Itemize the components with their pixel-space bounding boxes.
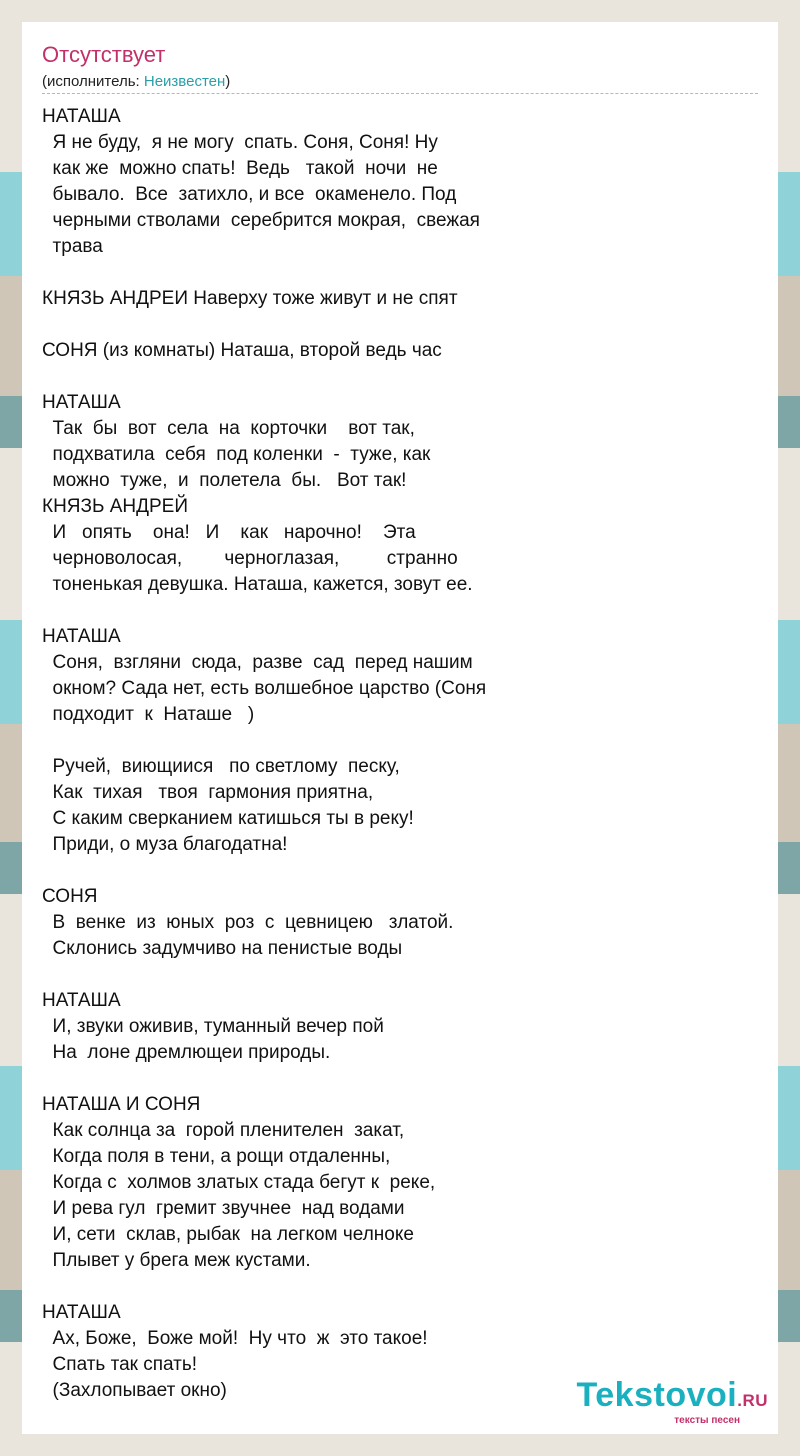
lyric-line: Как солнца за горой пленителен закат, [42, 1120, 405, 1141]
lyric-line: Соня, взгляни сюда, разве сад перед нашим [42, 652, 473, 673]
lyric-line: НАТАША И СОНЯ [42, 1094, 201, 1115]
lyrics-card [22, 22, 778, 1434]
lyric-line: Склонись задумчиво на пенистые воды [42, 938, 403, 959]
lyric-line: Приди, о муза благодатна! [42, 834, 288, 855]
performer-line [42, 72, 230, 92]
lyric-line: И рева гул гремит звучнее над водами [42, 1198, 405, 1219]
lyric-line [42, 1274, 742, 1300]
lyric-line [42, 312, 742, 338]
logo-tagline: тексты песен [674, 1415, 740, 1426]
lyric-line: КНЯЗЬ АНДРЕЙ [42, 496, 188, 517]
lyric-line: СОНЯ [42, 886, 98, 907]
lyric-line: подходит к Наташе ) [42, 704, 255, 725]
lyric-line: НАТАША [42, 106, 121, 127]
lyric-line: И опять она! И как нарочно! Эта [42, 522, 416, 543]
lyric-line: В венке из юных роз с цевницею златой. [42, 912, 454, 933]
title-divider [42, 93, 758, 94]
lyric-line [42, 260, 742, 286]
performer-link[interactable]: Неизвестен [143, 73, 226, 90]
lyric-line: черноволосая, черноглазая, странно [42, 548, 458, 569]
lyric-line [42, 728, 742, 754]
site-logo[interactable] [577, 1377, 768, 1426]
lyric-line: (Захлопывает окно) [42, 1380, 227, 1401]
lyric-line [42, 1066, 742, 1092]
lyric-line: подхватила себя под коленки - туже, как [42, 444, 431, 465]
lyric-line: Плывет у брега меж кустами. [42, 1250, 311, 1271]
lyric-line: Когда поля в тени, а рощи отдаленны, [42, 1146, 391, 1167]
logo-main-text: Tekstovoi [576, 1376, 738, 1414]
lyric-line: окном? Сада нет, есть волшебное царство (Соня [42, 678, 487, 699]
lyric-line: На лоне дремлющеи природы. [42, 1042, 331, 1063]
lyric-line: можно туже, и полетела бы. Вот так! [42, 470, 407, 491]
lyric-line [42, 858, 742, 884]
lyric-line: черными стволами серебрится мокрая, свежая [42, 210, 480, 231]
lyric-line: НАТАША [42, 990, 121, 1011]
lyric-line: Так бы вот села на корточки вот так, [42, 418, 415, 439]
song-title: Отсутствует [42, 42, 166, 67]
lyric-line: Ручей, виющиися по светлому песку, [42, 756, 400, 777]
lyric-line: Как тихая твоя гармония приятна, [42, 782, 374, 803]
lyric-line: тоненькая девушка. Наташа, кажется, зовут ее. [42, 574, 473, 595]
lyric-line: Спать так спать! [42, 1354, 198, 1375]
lyric-line: как же можно спать! Ведь такой ночи не [42, 158, 438, 179]
lyric-line: трава [42, 236, 103, 257]
lyric-line [42, 962, 742, 988]
lyric-line: СОНЯ (из комнаты) Наташа, второй ведь час [42, 340, 442, 361]
lyric-line: бывало. Все затихло, и все окаменело. Под [42, 184, 457, 205]
logo-tld: .RU [737, 1391, 768, 1410]
lyric-line: Я не буду, я не могу спать. Соня, Соня! Ну [42, 132, 438, 153]
lyric-line [42, 598, 742, 624]
lyric-line: И, звуки оживив, туманный вечер пой [42, 1016, 384, 1037]
lyric-line: И, сети склав, рыбак на легком челноке [42, 1224, 414, 1245]
lyric-line: НАТАША [42, 1302, 121, 1323]
lyric-line: НАТАША [42, 626, 121, 647]
lyric-line: С каким сверканием катишься ты в реку! [42, 808, 414, 829]
performer-suffix: ) [225, 73, 231, 90]
lyric-line [42, 364, 742, 390]
lyric-line: КНЯЗЬ АНДРЕИ Наверху тоже живут и не спят [42, 288, 458, 309]
lyric-line: НАТАША [42, 392, 121, 413]
lyric-line: Ах, Боже, Боже мой! Ну что ж это такое! [42, 1328, 428, 1349]
performer-prefix: (исполнитель: [42, 73, 144, 90]
lyric-line: Когда с холмов златых стада бегут к реке, [42, 1172, 436, 1193]
lyrics-text [42, 104, 742, 1404]
logo-wordmark [577, 1377, 768, 1419]
